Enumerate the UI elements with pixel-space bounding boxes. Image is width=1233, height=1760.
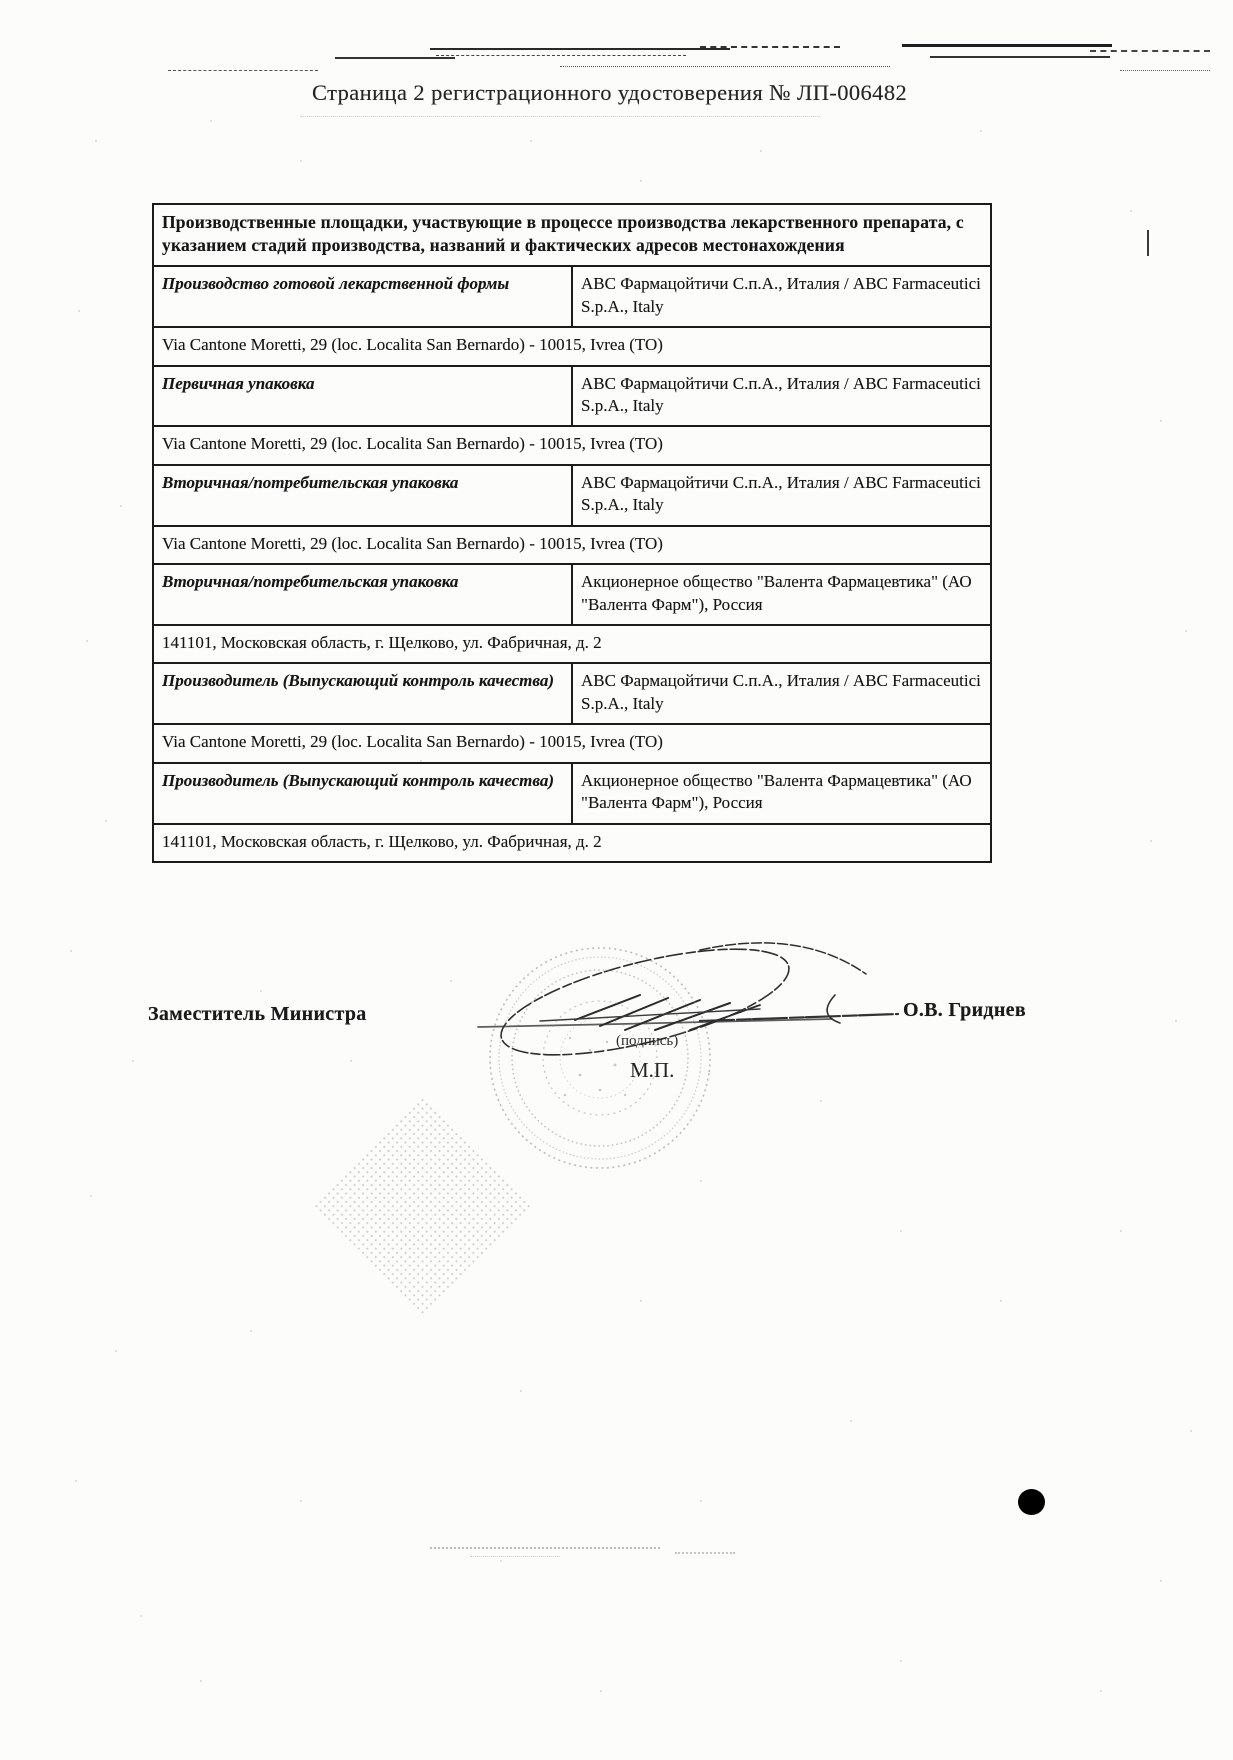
scan-noise-line [430,48,730,50]
scan-tick-mark [1147,230,1149,256]
company-cell: Акционерное общество "Валента Фармацевтика" (АО "Валента Фарм"), Россия [572,763,991,824]
table-row [153,564,991,625]
table-row [153,366,991,427]
table-row [153,763,991,824]
page-title: Страница 2 регистрационного удостоверения № ЛП-006482 [312,80,908,105]
scan-noise-line [1090,50,1210,52]
scan-noise-line [930,56,1110,58]
signer-name: О.В. Гриднев [903,999,1026,1021]
stage-cell: Производитель (Выпускающий контроль качества) [153,663,572,724]
stage-cell: Вторичная/потребительская упаковка [153,564,572,625]
signer-position-label: Заместитель Министра [148,1003,367,1025]
company-cell: АВС Фармацойтичи С.п.А., Италия / ABC Farmaceutici S.p.A., Italy [572,465,991,526]
table-row [153,724,991,762]
address-cell: 141101, Московская область, г. Щелково, ул. Фабричная, д. 2 [153,625,991,663]
scan-noise-line [430,1547,660,1549]
scan-noise-line [470,1556,560,1557]
table-row [153,266,991,327]
table-row [153,426,991,464]
scan-noise-line [1120,70,1210,71]
company-cell: АВС Фармацойтичи С.п.А., Италия / ABC Farmaceutici S.p.A., Italy [572,266,991,327]
table-row [153,824,991,862]
table-row [153,327,991,365]
scan-noise-line [560,66,890,67]
company-cell: АВС Фармацойтичи С.п.А., Италия / ABC Farmaceutici S.p.A., Italy [572,366,991,427]
stage-cell: Вторичная/потребительская упаковка [153,465,572,526]
address-cell: Via Cantone Moretti, 29 (loc. Localita San Bernardo) - 10015, Ivrea (TO) [153,327,991,365]
ink-dot [1018,1489,1045,1515]
address-cell: Via Cantone Moretti, 29 (loc. Localita San Bernardo) - 10015, Ivrea (TO) [153,724,991,762]
table-row [153,663,991,724]
address-cell: Via Cantone Moretti, 29 (loc. Localita San Bernardo) - 10015, Ivrea (TO) [153,426,991,464]
scan-noise-line [335,57,455,59]
address-cell: 141101, Московская область, г. Щелково, ул. Фабричная, д. 2 [153,824,991,862]
scan-dot-pattern [313,1096,532,1315]
scan-noise-line [300,116,820,117]
company-cell: Акционерное общество "Валента Фармацевтика" (АО "Валента Фарм"), Россия [572,564,991,625]
signature-caption: (подпись) [616,1033,679,1049]
table-row [153,465,991,526]
scan-noise-line [700,46,840,48]
scan-noise-line [902,44,1112,47]
stage-cell: Первичная упаковка [153,366,572,427]
table-row [153,526,991,564]
address-cell: Via Cantone Moretti, 29 (loc. Localita San Bernardo) - 10015, Ivrea (TO) [153,526,991,564]
table-row [153,625,991,663]
company-cell: АВС Фармацойтичи С.п.А., Италия / ABC Farmaceutici S.p.A., Italy [572,663,991,724]
production-sites-table [152,203,992,863]
stage-cell: Производитель (Выпускающий контроль качества) [153,763,572,824]
table-title: Производственные площадки, участвующие в процессе производства лекарственного препарата, с указанием стадий производства, названий и фактических адресов местонахождения [153,204,991,266]
scan-noise-line [168,70,318,71]
scan-noise-line [436,55,686,56]
stage-cell: Производство готовой лекарственной формы [153,266,572,327]
scan-speckles [95,140,97,142]
production-table-body [153,204,991,862]
table-title-row [153,204,991,266]
seal-place-label: М.П. [630,1058,675,1082]
scan-noise-line [675,1552,735,1554]
